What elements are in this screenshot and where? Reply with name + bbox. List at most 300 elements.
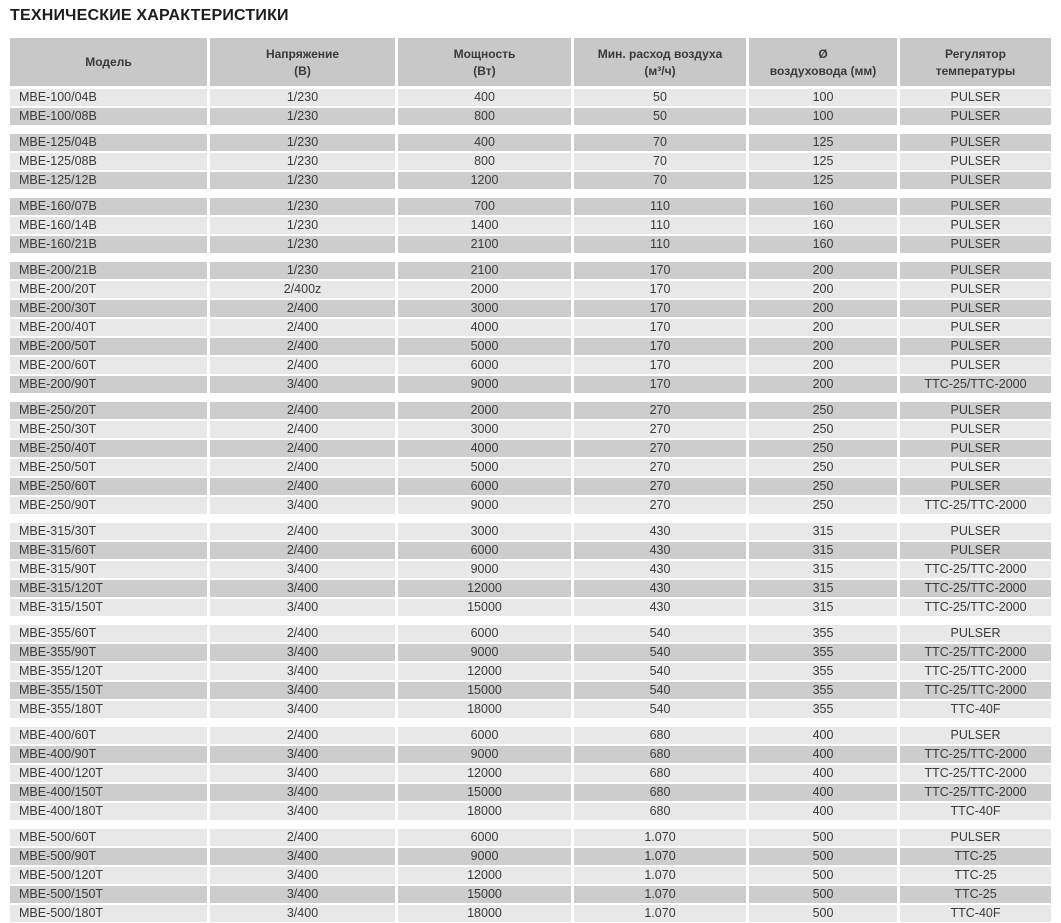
cell-model: MBE-315/90T [10,561,207,578]
cell-duct: 125 [749,153,897,170]
cell-power: 3000 [398,523,571,540]
cell-model: MBE-500/90T [10,848,207,865]
cell-duct: 160 [749,236,897,253]
cell-airflow: 170 [574,376,746,393]
cell-duct: 315 [749,580,897,597]
cell-airflow: 170 [574,338,746,355]
cell-controller: PULSER [900,542,1051,559]
cell-controller: PULSER [900,281,1051,298]
cell-power: 9000 [398,644,571,661]
cell-voltage: 2/400 [210,542,395,559]
table-row [10,402,1051,419]
cell-airflow: 110 [574,217,746,234]
column-header-voltage [210,38,395,86]
cell-duct: 355 [749,663,897,680]
cell-power: 15000 [398,784,571,801]
cell-controller: PULSER [900,89,1051,106]
cell-voltage: 3/400 [210,497,395,514]
cell-airflow: 680 [574,784,746,801]
column-header-model-line: Модель [85,55,132,69]
cell-model: MBE-250/40T [10,440,207,457]
cell-power: 700 [398,198,571,215]
cell-airflow: 270 [574,440,746,457]
table-row [10,262,1051,279]
column-header-duct-line: воздуховода (мм) [769,63,877,78]
cell-voltage: 3/400 [210,701,395,718]
table-row [10,784,1051,801]
cell-airflow: 70 [574,134,746,151]
cell-model: MBE-355/60T [10,625,207,642]
cell-controller: TTC-25/TTC-2000 [900,376,1051,393]
cell-controller: TTC-40F [900,905,1051,922]
cell-model: MBE-500/120T [10,867,207,884]
cell-airflow: 1.070 [574,829,746,846]
cell-duct: 400 [749,746,897,763]
cell-voltage: 1/230 [210,172,395,189]
group-spacer [10,822,1051,829]
table-row [10,478,1051,495]
table-row [10,134,1051,151]
cell-airflow: 1.070 [574,905,746,922]
cell-power: 400 [398,89,571,106]
cell-controller: PULSER [900,625,1051,642]
cell-power: 2000 [398,281,571,298]
cell-duct: 200 [749,319,897,336]
cell-airflow: 1.070 [574,867,746,884]
cell-controller: TTC-25 [900,886,1051,903]
cell-power: 18000 [398,701,571,718]
cell-duct: 500 [749,848,897,865]
cell-power: 9000 [398,848,571,865]
cell-controller: TTC-25/TTC-2000 [900,644,1051,661]
table-row [10,701,1051,718]
cell-duct: 250 [749,497,897,514]
table-row [10,300,1051,317]
cell-model: MBE-250/60T [10,478,207,495]
cell-duct: 200 [749,262,897,279]
cell-power: 12000 [398,867,571,884]
cell-airflow: 70 [574,172,746,189]
cell-voltage: 2/400 [210,319,395,336]
cell-duct: 315 [749,542,897,559]
cell-power: 6000 [398,829,571,846]
table-row [10,561,1051,578]
cell-duct: 125 [749,172,897,189]
cell-voltage: 2/400 [210,338,395,355]
cell-airflow: 1.070 [574,848,746,865]
cell-voltage: 1/230 [210,108,395,125]
cell-model: MBE-315/120T [10,580,207,597]
cell-duct: 125 [749,134,897,151]
table-row [10,682,1051,699]
group-spacer [10,255,1051,262]
column-header-voltage-line: (В) [294,63,311,78]
cell-controller: TTC-25/TTC-2000 [900,580,1051,597]
cell-duct: 200 [749,338,897,355]
cell-model: MBE-250/20T [10,402,207,419]
cell-duct: 250 [749,478,897,495]
table-row [10,281,1051,298]
cell-power: 4000 [398,440,571,457]
cell-voltage: 2/400 [210,829,395,846]
cell-model: MBE-200/60T [10,357,207,374]
table-row [10,625,1051,642]
cell-model: MBE-400/180T [10,803,207,820]
cell-controller: TTC-40F [900,701,1051,718]
cell-airflow: 270 [574,497,746,514]
table-row [10,848,1051,865]
group-spacer [10,395,1051,402]
table-row [10,319,1051,336]
cell-controller: PULSER [900,153,1051,170]
cell-controller: PULSER [900,134,1051,151]
cell-voltage: 3/400 [210,746,395,763]
cell-controller: TTC-25 [900,867,1051,884]
cell-airflow: 540 [574,682,746,699]
cell-voltage: 2/400 [210,478,395,495]
cell-airflow: 170 [574,357,746,374]
cell-power: 6000 [398,357,571,374]
cell-airflow: 50 [574,89,746,106]
cell-model: MBE-315/30T [10,523,207,540]
column-header-controller-line: температуры [935,63,1016,78]
cell-model: MBE-500/180T [10,905,207,922]
column-header-controller-line: Регулятор [945,46,1006,61]
table-row [10,803,1051,820]
cell-duct: 100 [749,89,897,106]
column-header-power-line: (Вт) [473,63,496,78]
cell-power: 800 [398,153,571,170]
cell-duct: 200 [749,357,897,374]
cell-controller: PULSER [900,727,1051,744]
group-spacer [10,191,1051,198]
cell-model: MBE-250/30T [10,421,207,438]
cell-voltage: 3/400 [210,784,395,801]
cell-airflow: 540 [574,644,746,661]
cell-controller: PULSER [900,421,1051,438]
cell-voltage: 1/230 [210,153,395,170]
table-row [10,867,1051,884]
cell-voltage: 2/400 [210,300,395,317]
cell-controller: TTC-25/TTC-2000 [900,682,1051,699]
cell-duct: 160 [749,217,897,234]
cell-voltage: 2/400 [210,421,395,438]
cell-airflow: 270 [574,478,746,495]
table-row [10,217,1051,234]
cell-controller: PULSER [900,236,1051,253]
cell-controller: PULSER [900,459,1051,476]
cell-power: 9000 [398,497,571,514]
cell-voltage: 1/230 [210,134,395,151]
cell-power: 18000 [398,803,571,820]
cell-model: MBE-160/14B [10,217,207,234]
cell-controller: PULSER [900,402,1051,419]
cell-controller: PULSER [900,319,1051,336]
cell-model: MBE-400/60T [10,727,207,744]
cell-duct: 315 [749,599,897,616]
table-row [10,459,1051,476]
cell-power: 9000 [398,376,571,393]
column-header-airflow-line: Мин. расход воздуха [597,46,723,61]
group-spacer [10,720,1051,727]
cell-controller: TTC-25/TTC-2000 [900,765,1051,782]
table-row [10,746,1051,763]
cell-controller: PULSER [900,300,1051,317]
table-row [10,599,1051,616]
cell-voltage: 2/400 [210,727,395,744]
cell-duct: 355 [749,682,897,699]
cell-model: MBE-160/07B [10,198,207,215]
cell-airflow: 170 [574,319,746,336]
table-row [10,886,1051,903]
cell-airflow: 110 [574,236,746,253]
cell-power: 12000 [398,580,571,597]
cell-duct: 400 [749,784,897,801]
cell-model: MBE-355/90T [10,644,207,661]
cell-voltage: 1/230 [210,236,395,253]
cell-voltage: 2/400 [210,357,395,374]
cell-power: 6000 [398,542,571,559]
cell-model: MBE-400/150T [10,784,207,801]
cell-power: 6000 [398,478,571,495]
column-header-power-line: Мощность [453,46,516,61]
cell-model: MBE-200/50T [10,338,207,355]
cell-duct: 250 [749,402,897,419]
cell-model: MBE-200/20T [10,281,207,298]
cell-power: 15000 [398,599,571,616]
cell-power: 12000 [398,663,571,680]
column-header-controller [900,38,1051,86]
cell-duct: 400 [749,803,897,820]
cell-power: 1400 [398,217,571,234]
cell-model: MBE-100/04B [10,89,207,106]
group-spacer [10,618,1051,625]
cell-airflow: 70 [574,153,746,170]
cell-airflow: 1.070 [574,886,746,903]
cell-power: 2100 [398,262,571,279]
cell-voltage: 3/400 [210,803,395,820]
table-row [10,421,1051,438]
table-row [10,236,1051,253]
cell-duct: 355 [749,644,897,661]
table-row [10,172,1051,189]
cell-model: MBE-400/120T [10,765,207,782]
specs-table [10,38,1051,922]
cell-duct: 250 [749,459,897,476]
cell-model: MBE-315/150T [10,599,207,616]
cell-airflow: 270 [574,402,746,419]
column-header-duct [749,38,897,86]
cell-power: 1200 [398,172,571,189]
cell-duct: 200 [749,300,897,317]
table-row [10,497,1051,514]
cell-power: 3000 [398,300,571,317]
cell-airflow: 680 [574,727,746,744]
group-spacer [10,127,1051,134]
cell-duct: 500 [749,867,897,884]
table-row [10,198,1051,215]
cell-duct: 315 [749,523,897,540]
cell-voltage: 3/400 [210,580,395,597]
cell-airflow: 170 [574,281,746,298]
cell-controller: TTC-25/TTC-2000 [900,599,1051,616]
cell-duct: 400 [749,765,897,782]
cell-duct: 355 [749,625,897,642]
cell-power: 400 [398,134,571,151]
cell-model: MBE-250/50T [10,459,207,476]
cell-power: 3000 [398,421,571,438]
cell-duct: 200 [749,376,897,393]
table-row [10,338,1051,355]
cell-voltage: 2/400 [210,459,395,476]
cell-airflow: 430 [574,580,746,597]
cell-duct: 400 [749,727,897,744]
cell-model: MBE-125/08B [10,153,207,170]
cell-controller: PULSER [900,198,1051,215]
column-header-duct-line: Ø [818,46,828,61]
cell-airflow: 110 [574,198,746,215]
cell-model: MBE-355/150T [10,682,207,699]
cell-voltage: 1/230 [210,262,395,279]
cell-power: 15000 [398,682,571,699]
table-row [10,89,1051,106]
cell-power: 5000 [398,338,571,355]
cell-controller: PULSER [900,523,1051,540]
column-header-airflow [574,38,746,86]
table-row [10,376,1051,393]
table-row [10,644,1051,661]
cell-controller: PULSER [900,108,1051,125]
cell-model: MBE-200/21B [10,262,207,279]
table-row [10,829,1051,846]
cell-airflow: 430 [574,523,746,540]
cell-voltage: 1/230 [210,217,395,234]
cell-airflow: 270 [574,421,746,438]
cell-airflow: 270 [574,459,746,476]
cell-duct: 250 [749,440,897,457]
table-row [10,542,1051,559]
cell-airflow: 430 [574,542,746,559]
cell-airflow: 680 [574,803,746,820]
cell-voltage: 2/400z [210,281,395,298]
cell-duct: 500 [749,829,897,846]
cell-model: MBE-200/30T [10,300,207,317]
cell-power: 12000 [398,765,571,782]
cell-power: 9000 [398,746,571,763]
cell-voltage: 3/400 [210,644,395,661]
cell-voltage: 3/400 [210,663,395,680]
cell-duct: 250 [749,421,897,438]
cell-power: 2000 [398,402,571,419]
cell-model: MBE-250/90T [10,497,207,514]
cell-controller: TTC-25/TTC-2000 [900,561,1051,578]
cell-controller: PULSER [900,262,1051,279]
cell-duct: 160 [749,198,897,215]
cell-airflow: 170 [574,262,746,279]
cell-model: MBE-355/120T [10,663,207,680]
cell-voltage: 2/400 [210,402,395,419]
cell-controller: TTC-40F [900,803,1051,820]
cell-model: MBE-125/04B [10,134,207,151]
cell-model: MBE-125/12B [10,172,207,189]
cell-airflow: 50 [574,108,746,125]
cell-duct: 500 [749,905,897,922]
cell-controller: TTC-25/TTC-2000 [900,746,1051,763]
table-body [10,89,1051,922]
cell-voltage: 3/400 [210,848,395,865]
cell-model: MBE-355/180T [10,701,207,718]
cell-airflow: 430 [574,599,746,616]
table-row [10,153,1051,170]
cell-voltage: 3/400 [210,905,395,922]
cell-power: 4000 [398,319,571,336]
table-row [10,440,1051,457]
cell-voltage: 3/400 [210,599,395,616]
cell-airflow: 540 [574,701,746,718]
cell-model: MBE-500/60T [10,829,207,846]
column-header-voltage-line: Напряжение [265,46,340,61]
column-header-power [398,38,571,86]
table-row [10,905,1051,922]
cell-airflow: 540 [574,625,746,642]
cell-controller: PULSER [900,357,1051,374]
cell-duct: 100 [749,108,897,125]
cell-controller: PULSER [900,172,1051,189]
cell-controller: PULSER [900,478,1051,495]
cell-power: 18000 [398,905,571,922]
cell-power: 6000 [398,727,571,744]
cell-airflow: 680 [574,746,746,763]
cell-voltage: 2/400 [210,523,395,540]
cell-power: 9000 [398,561,571,578]
cell-model: MBE-500/150T [10,886,207,903]
cell-voltage: 3/400 [210,886,395,903]
cell-voltage: 3/400 [210,376,395,393]
cell-airflow: 540 [574,663,746,680]
cell-airflow: 680 [574,765,746,782]
column-header-model [10,38,207,86]
cell-power: 5000 [398,459,571,476]
cell-duct: 500 [749,886,897,903]
cell-controller: TTC-25/TTC-2000 [900,497,1051,514]
cell-controller: PULSER [900,217,1051,234]
cell-voltage: 1/230 [210,89,395,106]
cell-power: 800 [398,108,571,125]
cell-controller: TTC-25/TTC-2000 [900,663,1051,680]
cell-airflow: 170 [574,300,746,317]
cell-model: MBE-200/90T [10,376,207,393]
table-row [10,663,1051,680]
cell-model: MBE-160/21B [10,236,207,253]
cell-voltage: 3/400 [210,561,395,578]
table-header-row [10,38,1051,89]
cell-model: MBE-200/40T [10,319,207,336]
table-row [10,580,1051,597]
table-row [10,523,1051,540]
cell-duct: 315 [749,561,897,578]
group-spacer [10,516,1051,523]
cell-voltage: 3/400 [210,867,395,884]
cell-controller: TTC-25/TTC-2000 [900,784,1051,801]
table-row [10,357,1051,374]
cell-model: MBE-400/90T [10,746,207,763]
cell-voltage: 2/400 [210,625,395,642]
cell-controller: TTC-25 [900,848,1051,865]
cell-controller: PULSER [900,440,1051,457]
cell-voltage: 1/230 [210,198,395,215]
cell-controller: PULSER [900,338,1051,355]
table-row [10,765,1051,782]
